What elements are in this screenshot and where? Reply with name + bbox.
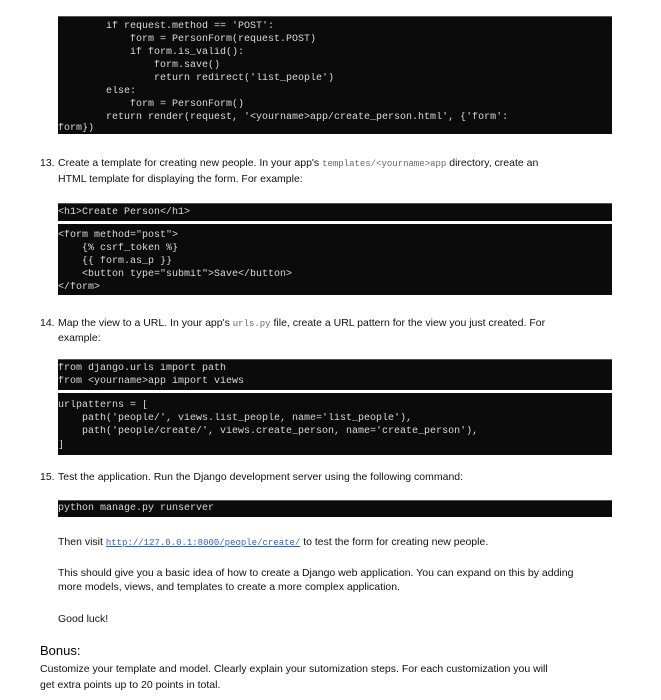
code-line: <h1>Create Person</h1> <box>58 207 191 218</box>
code-block-view <box>58 16 612 134</box>
code-line: from django.urls import path <box>58 363 227 374</box>
code-line: form = PersonForm(request.POST) <box>58 34 317 45</box>
summary-line-1: This should give you a basic idea of how to create a Django web application. You can expand on this by adding <box>58 567 574 579</box>
code-block-command <box>58 500 612 517</box>
divider <box>58 221 612 224</box>
code-line: form = PersonForm() <box>58 99 245 110</box>
bonus-heading: Bonus: <box>40 643 81 658</box>
code-line: form}) <box>58 123 95 134</box>
step-13-text <box>58 156 618 171</box>
visit-text-before: Then visit <box>58 536 106 548</box>
bonus-line-1: Customize your template and model. Clearly explain your sutomization steps. For each customization you will <box>40 663 548 675</box>
step-15-text: Test the application. Run the Django development server using the following command: <box>58 471 464 483</box>
code-line: path('people/create/', views.create_person, name='create_person'), <box>58 426 479 437</box>
inline-code: templates/<yourname>app <box>322 159 447 169</box>
code-line: urlpatterns = [ <box>58 400 149 411</box>
visit-text-after: to test the form for creating new people. <box>300 536 489 548</box>
code-line: <button type="submit">Save</button> <box>58 269 293 280</box>
summary-line-2: more models, views, and templates to create a more complex application. <box>58 581 400 593</box>
step-number: 15. <box>40 471 55 483</box>
code-line: ] <box>58 440 65 451</box>
step-14-text-line2: example: <box>58 332 101 344</box>
code-line: path('people/', views.list_people, name='list_people'), <box>58 413 413 424</box>
code-line: python manage.py runserver <box>58 503 215 514</box>
code-line: form.save() <box>58 60 221 71</box>
step-text: Create a template for creating new people. In your app's <box>58 157 323 169</box>
step-number: 13. <box>40 157 55 169</box>
code-line: {{ form.as_p }} <box>58 256 173 267</box>
code-line: {% csrf_token %} <box>58 243 179 254</box>
inline-code: urls.py <box>232 319 271 329</box>
code-block-template <box>58 203 612 295</box>
code-line: return render(request, '<yourname>app/create_person.html', {'form': <box>58 112 509 123</box>
step-text: Map the view to a URL. In your app's <box>58 317 233 329</box>
code-line: else: <box>58 86 137 97</box>
step-text: file, create a URL pattern for the view you just created. For <box>270 317 546 329</box>
code-line: if form.is_valid(): <box>58 47 245 58</box>
code-block-urls <box>58 359 612 455</box>
bonus-line-2: get extra points up to 20 points in total. <box>40 679 221 691</box>
test-url-link[interactable]: http://127.0.0.1:8000/people/create/ <box>105 538 301 548</box>
code-line: <form method="post"> <box>58 230 179 241</box>
step-number: 14. <box>40 317 55 329</box>
code-line: return redirect('list_people') <box>58 73 335 84</box>
code-line: from <yourname>app import views <box>58 376 245 387</box>
visit-text <box>58 535 618 550</box>
code-line: </form> <box>58 282 101 293</box>
step-13-text-line2: HTML template for displaying the form. For example: <box>58 173 303 185</box>
divider <box>58 390 612 393</box>
good-luck-text: Good luck! <box>58 613 109 625</box>
code-line: if request.method == 'POST': <box>58 21 275 32</box>
step-14-text <box>58 316 618 331</box>
step-text: directory, create an <box>446 157 539 169</box>
